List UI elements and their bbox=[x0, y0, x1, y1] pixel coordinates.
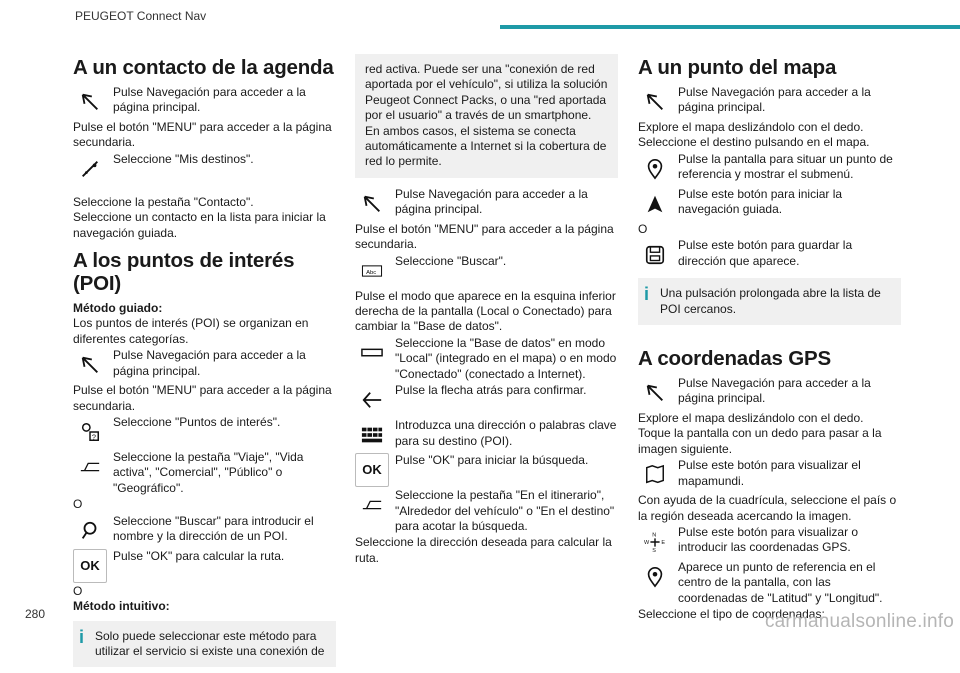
search-icon bbox=[73, 514, 107, 548]
world-map-icon bbox=[638, 458, 672, 492]
heading-gps: A coordenadas GPS bbox=[638, 347, 831, 371]
info-icon: i bbox=[79, 626, 85, 647]
column-2: red activa. Puede ser una "conexión de red aportada por el vehículo", si utiliza la solución Peugeot Connect Packs, o una "red aportada por el usuario" a través de un smartphone. En ambos casos, el sistema se conecta automáticamente a Internet si la cobertura de red lo permite. Pulse Navegación para acceder a la página principal. Pulse el botón "MENU" para acceder a la página secundaria. Abc Seleccione "Buscar". Pulse el modo que aparece en la esquina inferior derecha de la pantalla (Local o Conectado) para cambiar la "Base de datos". Seleccione la "Base de datos" en modo "Local" (integrado en el mapa) o en modo "Conectado" (conectado a Internet). Pulse la flecha atrás para confirmar. Introduzca una dirección o palabras clave para su destino (POI). OK Pulse "OK" para iniciar la búsqueda. Seleccione la pestaña "En el itinerario", "Alrededor del vehículo" o "En el destino" para acotar la búsqueda. Seleccione la dirección deseada para calcular la ruta. bbox=[355, 56, 618, 566]
start-guidance-icon bbox=[638, 187, 672, 221]
svg-text:?: ? bbox=[91, 432, 96, 442]
save-icon bbox=[638, 238, 672, 272]
step-nav: Pulse Navegación para acceder a la página principal. bbox=[73, 85, 336, 119]
location-pin-icon bbox=[638, 152, 672, 186]
info-note-continued: red activa. Puede ser una "conexión de red aportada por el vehículo", si utiliza la solución Peugeot Connect Packs, o una "red aportada por el usuario" a través de un smartphone. En ambos casos, el sistema se conecta automáticamente a Internet si la cobertura de red lo permite. bbox=[355, 54, 618, 178]
svg-text:Abc: Abc bbox=[366, 269, 377, 276]
location-pin-icon bbox=[638, 560, 672, 594]
search-text-icon bbox=[355, 254, 389, 288]
navigation-icon bbox=[73, 85, 107, 119]
svg-text:S: S bbox=[652, 548, 656, 554]
navigation-icon bbox=[355, 187, 389, 221]
navigation-icon bbox=[638, 376, 672, 410]
svg-text:E: E bbox=[661, 539, 666, 546]
page-number: 280 bbox=[25, 607, 46, 621]
info-icon: i bbox=[644, 284, 650, 305]
watermark: carmanualsonline.info bbox=[764, 611, 954, 632]
heading-map-point: A un punto del mapa bbox=[638, 56, 837, 79]
step-destinations: Seleccione "Mis destinos". bbox=[73, 152, 336, 186]
header-accent-bar bbox=[500, 25, 960, 29]
heading-agenda: A un contacto de la agenda bbox=[73, 56, 334, 79]
navigation-icon bbox=[73, 348, 107, 382]
info-note: i Solo puede seleccionar este método para utilizar el servicio si existe una conexión de bbox=[73, 621, 336, 668]
destinations-icon bbox=[73, 152, 107, 186]
column-1: A un contacto de la agenda Pulse Navegación para acceder a la página principal. Pulse el botón "MENU" para acceder a la página secundaria. Seleccione "Mis destinos". Seleccione la pestaña "Contacto". Seleccione un contacto en la lista para iniciar la navegación guiada. A los puntos de interés (POI) Método guiado: Los puntos de interés (POI) se organizan en diferentes categorías. Pulse Navegación para acceder a la página principal. Pulse el botón "MENU" para acceder a la página secundaria. ? Seleccione "Puntos de interés". Seleccione la pestaña "Viaje", "Vida activa", "Comercial", "Público" o "Geográfico". O Seleccione "Buscar" para introducir el nombre y la dirección de un POI. OK Pulse "OK" para calcular la ruta. O Método intuitivo: i Solo puede seleccionar este método para utilizar el servicio si existe una conexión de bbox=[73, 50, 336, 673]
ok-icon: OK bbox=[355, 453, 389, 487]
ok-icon: OK bbox=[73, 549, 107, 583]
info-note: i Una pulsación prolongada abre la lista de POI cercanos. bbox=[638, 278, 901, 325]
keyboard-icon bbox=[355, 418, 389, 452]
svg-text:N: N bbox=[652, 532, 657, 539]
database-icon bbox=[355, 336, 389, 370]
heading-poi: A los puntos de interés (POI) bbox=[73, 249, 295, 296]
svg-text:W: W bbox=[644, 539, 650, 546]
tab-icon bbox=[355, 488, 389, 522]
running-header: PEUGEOT Connect Nav bbox=[75, 9, 207, 23]
column-3: A un punto del mapa Pulse Navegación para acceder a la página principal. Explore el mapa deslizándolo con el dedo. Seleccione el destino pulsando en el mapa. Pulse la pantalla para situar un punto de referencia y mostrar el submenú. Pulse este botón para iniciar la navegación guiada. O Pulse este botón para guardar la dirección que aparece. i Una pulsación prolongada abre la lista de POI cercanos. A coordenadas GPS Pulse Navegación para acceder a la página principal. Explore el mapa deslizándolo con el dedo. Toque la pantalla con un dedo para pasar a la imagen siguiente. Pulse este botón para visualizar el mapamundi. Con ayuda de la cuadrícula, seleccione el país o la región deseada acercando la imagen. N S W E Pulse este botón para visualizar o introducir las coordenadas GPS. Aparece un punto de referencia en el centro de la pantalla, con las coordenadas de "Latitud" y "Longitud". Seleccione el tipo de coordenadas: bbox=[638, 50, 901, 623]
poi-icon bbox=[73, 415, 107, 449]
back-arrow-icon bbox=[355, 383, 389, 417]
tab-icon bbox=[73, 450, 107, 484]
compass-icon bbox=[638, 525, 672, 559]
navigation-icon bbox=[638, 85, 672, 119]
